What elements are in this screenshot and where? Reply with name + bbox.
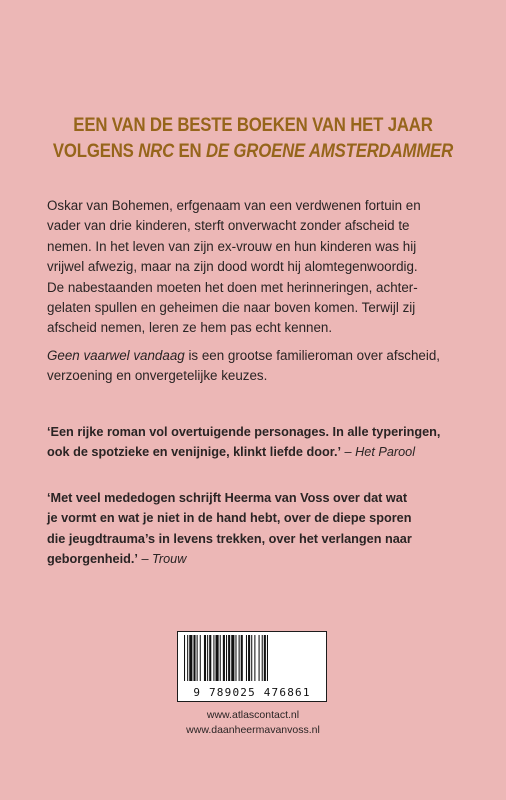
author-url[interactable]: www.daanheermavanvoss.nl: [186, 724, 320, 736]
synopsis-line: nemen. In het leven van zijn ex-vrouw en hun kinderen was hij: [47, 238, 417, 254]
quote-line: ‘Een rijke roman vol overtuigende personages. In alle typeringen,: [47, 425, 441, 439]
headline-line-2: [35, 138, 470, 164]
headline: [35, 112, 470, 164]
synopsis-line: vrijwel afwezig, maar na zijn dood wordt hij alomtegenwoordig.: [47, 259, 418, 275]
synopsis-paragraph: [47, 196, 467, 339]
book-title: Geen vaarwel vandaag: [47, 348, 185, 363]
headline-groene-amsterdammer: DE GROENE AMSTERDAMMER: [205, 140, 454, 162]
genre-line-1: [47, 346, 467, 366]
barcode-bars: [182, 635, 322, 681]
quote-source: Het Parool: [355, 445, 416, 460]
quote-line: [47, 549, 467, 569]
quote-dash: –: [341, 445, 356, 460]
quote-text: ook de spotzieke en venijnige, klinkt liefde door.’: [47, 445, 341, 460]
quote-text: geborgenheid.’: [47, 552, 138, 567]
publisher-url[interactable]: www.atlascontact.nl: [206, 709, 300, 721]
headline-line-1: EEN VAN DE BESTE BOEKEN VAN HET JAAR: [73, 114, 433, 136]
review-quote-het-parool: [47, 422, 467, 463]
quote-line: die jeugdtrauma’s in levens trekken, over het verlangen naar: [47, 531, 412, 546]
genre-line-2: verzoening en onvergetelijke keuzes.: [47, 368, 268, 384]
headline-prefix: VOLGENS: [52, 140, 139, 162]
genre-line-1-rest: is een grootse familieroman over afscheid,: [184, 348, 441, 363]
quote-source: Trouw: [152, 552, 187, 567]
quote-line: ‘Met veel mededogen schrijft Heerma van Voss over dat wat: [47, 491, 408, 505]
synopsis-line: vader van drie kinderen, sterft onverwacht zonder afscheid te: [47, 218, 410, 234]
quote-line: [47, 442, 467, 462]
headline-en: EN: [174, 140, 206, 162]
synopsis-line: Oskar van Bohemen, erfgenaam van een verdwenen fortuin en: [47, 198, 421, 213]
synopsis-line: gelaten spullen en geheimen die naar boven komen. Terwijl zij: [47, 300, 416, 316]
synopsis-line: De nabestaanden moeten het doen met herinneringen, achter-: [47, 279, 418, 295]
website-links: [0, 708, 506, 738]
headline-nrc: NRC: [138, 140, 175, 162]
isbn-barcode: [177, 631, 327, 702]
synopsis-line: afscheid nemen, leren ze hem pas echt kennen.: [47, 320, 333, 336]
review-quote-trouw: [47, 488, 467, 570]
isbn-digits: 9 789025 476861: [193, 686, 311, 699]
genre-paragraph: [47, 346, 467, 387]
quote-dash: –: [137, 552, 153, 567]
quote-line: je vormt en wat je niet in de hand hebt, over de diepe sporen: [47, 511, 412, 526]
